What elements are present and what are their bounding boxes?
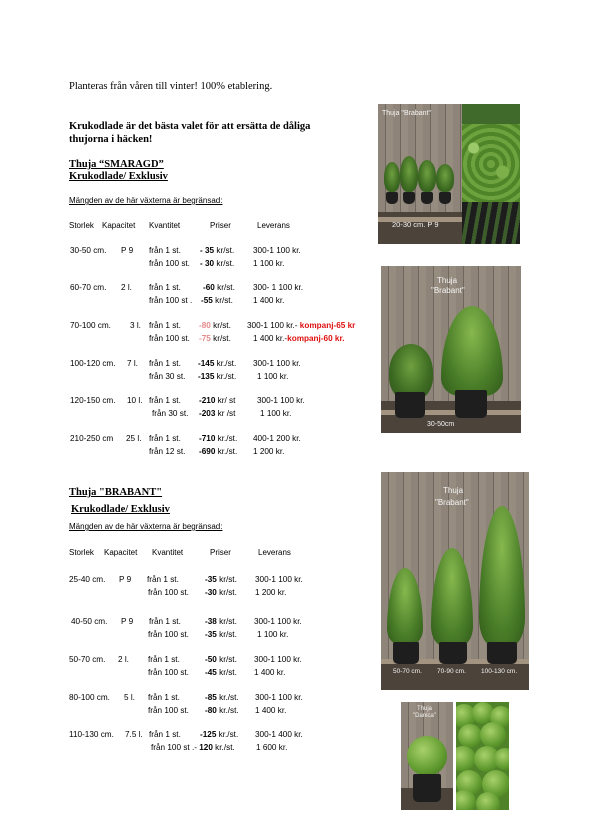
photos-p3-label2: "Brabant"	[435, 498, 469, 507]
decoration	[199, 433, 237, 446]
smaragd-rows-2-x2: kompanj-60 kr.	[287, 333, 345, 343]
smaragd-rows-4-u1: kr/ st	[215, 396, 236, 405]
smaragd-rows-5-cap: 25 l.	[126, 434, 142, 443]
brabant-rows-1-d1: 300-1 100 kr.	[254, 617, 302, 626]
brabant-columns-0: Storlek	[69, 548, 94, 557]
smaragd-rows-2-d2: 1 400 kr.-	[253, 333, 288, 343]
brabant-rows-4-d2: 1 600 kr.	[256, 742, 288, 752]
smaragd-rows-5-u2: kr./st.	[215, 446, 238, 456]
brabant-rows-2-p1: -50	[205, 655, 217, 664]
table-row	[70, 320, 390, 346]
brabant-rows-1-q1: från 1 st.	[149, 617, 181, 626]
smaragd-rows-5-size: 210-250 cm	[70, 434, 114, 443]
decoration	[205, 654, 237, 667]
decoration	[199, 446, 237, 459]
smaragd-rows-3-cap: 7 l.	[127, 359, 138, 368]
brabant-rows-2-q1: från 1 st.	[148, 655, 180, 664]
smaragd-title: Thuja “SMARAGD”	[69, 159, 164, 170]
smaragd-rows-1-u2: kr/st.	[212, 295, 233, 305]
smaragd-rows-1-p2: -55	[201, 295, 213, 305]
decoration	[487, 642, 517, 664]
smaragd-rows-5-d2: 1 200 kr.	[253, 446, 285, 456]
brabant-columns-4: Leverans	[258, 548, 291, 557]
decoration	[205, 629, 237, 642]
brabant-rows-4-p1: -125	[200, 730, 217, 739]
brabant-rows-1-p1: -38	[205, 617, 217, 626]
smaragd-note: Mängden av de här växterna är begränsad:	[69, 196, 223, 205]
brabant-note: Mängden av de här växterna är begränsad:	[69, 522, 223, 531]
brabant-title: Thuja "BRABANT"	[69, 487, 163, 498]
smaragd-rows-5-d1: 400-1 200 kr.	[253, 434, 301, 443]
col-priser: Priser	[210, 221, 231, 230]
brabant-rows-0-u1: kr/st.	[216, 575, 237, 584]
photos-p2-label2: "Brabant"	[431, 286, 465, 295]
decoration	[199, 320, 231, 333]
brabant-rows-3-size: 80-100 cm.	[69, 693, 110, 702]
smaragd-rows-1-q1: från 1 st.	[149, 283, 181, 292]
decoration	[476, 792, 500, 810]
brabant-rows-2-d1: 300-1 100 kr.	[254, 655, 302, 664]
table-row	[70, 245, 390, 271]
table-row	[70, 395, 390, 421]
smaragd-rows-0-p1: - 35	[200, 246, 215, 255]
photos-p1-label: Thuja "Brabant"	[382, 110, 431, 117]
brabant-rows-3-p1: -85	[205, 693, 217, 702]
brabant-rows-4-q2: från 100 st .-	[151, 742, 197, 752]
brabant-rows-3-d1: 300-1 100 kr.	[255, 693, 303, 702]
table-row	[70, 358, 390, 384]
smaragd-rows-1-p1: -60	[203, 283, 215, 292]
decoration	[421, 192, 433, 204]
decoration	[384, 162, 400, 192]
decoration	[494, 748, 509, 770]
smaragd-rows-0-cap: P 9	[121, 246, 134, 255]
brabant-rows-3-q1: från 1 st.	[148, 693, 180, 702]
smaragd-rows-3-d1: 300-1 100 kr.	[253, 359, 301, 368]
photos-p2-size: 30-50cm	[427, 421, 455, 428]
decoration	[205, 692, 239, 705]
decoration	[205, 705, 239, 718]
decoration	[386, 192, 398, 204]
smaragd-rows-3-size: 100-120 cm.	[70, 359, 116, 368]
table-row	[71, 616, 391, 642]
photo-danica-pot	[401, 702, 453, 810]
brabant-rows-0-p1: -35	[205, 575, 217, 584]
photos-p3-s2: 70-90 cm.	[437, 668, 466, 675]
smaragd-rows-0-d2: 1 100 kr.	[253, 258, 285, 268]
brabant-rows-1-u1: kr/st.	[216, 617, 237, 626]
brabant-rows-4-size: 110-130 cm.	[69, 730, 114, 739]
table-row	[70, 433, 390, 459]
brabant-rows-0-d1: 300-1 100 kr.	[255, 575, 303, 584]
col-storlek: Storlek	[69, 221, 94, 230]
brabant-rows-3-u1: kr./st.	[216, 693, 239, 702]
brabant-rows-2-u1: kr/st.	[216, 655, 237, 664]
photos-p3-s3: 100-130 cm.	[481, 668, 518, 675]
brabant-rows-0-p2: -30	[205, 587, 217, 597]
smaragd-rows-4-size: 120-150 cm.	[70, 396, 116, 405]
decoration	[393, 642, 419, 664]
smaragd-rows-2-p1: -80	[199, 321, 211, 330]
smaragd-rows-4-d1: 300-1 100 kr.	[257, 396, 305, 405]
smaragd-rows-0-size: 30-50 cm.	[70, 246, 107, 255]
brabant-rows-1-size: 40-50 cm.	[71, 617, 108, 626]
brabant-rows-1-d2: 1 100 kr.	[257, 629, 289, 639]
brabant-rows-4-u2: kr./st.	[212, 742, 235, 752]
smaragd-rows-0-u1: kr/st.	[214, 246, 235, 255]
smaragd-rows-1-d2: 1 400 kr.	[253, 295, 285, 305]
brabant-rows-3-d2: 1 400 kr.	[255, 705, 287, 715]
col-kvantitet: Kvantitet	[149, 221, 181, 230]
brabant-rows-2-q2: från 100 st.	[148, 667, 189, 677]
decoration	[439, 192, 451, 204]
photos-p2-label1: Thuja	[437, 276, 458, 285]
decoration	[403, 192, 415, 204]
brabant-rows-0-d2: 1 200 kr.	[255, 587, 287, 597]
smaragd-rows-1-size: 60-70 cm.	[70, 283, 107, 292]
decoration	[200, 245, 234, 258]
brabant-columns-1: Kapacitet	[104, 548, 138, 557]
brabant-column-header	[69, 548, 369, 559]
table-row	[69, 654, 389, 680]
smaragd-rows-4-q2: från 30 st.	[152, 408, 189, 418]
smaragd-rows-4-cap: 10 l.	[127, 396, 143, 405]
brabant-rows-2-u2: kr/st.	[216, 667, 237, 677]
decoration	[455, 390, 487, 418]
smaragd-rows-5-u1: kr./st.	[215, 434, 238, 443]
smaragd-rows-4-d2: 1 100 kr.	[260, 408, 292, 418]
decoration	[200, 729, 238, 742]
decoration	[205, 587, 237, 600]
smaragd-rows-0-p2: - 30	[200, 258, 215, 268]
brabant-rows-0-q1: från 1 st.	[147, 575, 179, 584]
col-leverans: Leverans	[257, 221, 290, 230]
smaragd-rows-3-p1: -145	[198, 359, 215, 368]
decoration	[458, 724, 482, 748]
smaragd-rows-1-u1: kr/st.	[214, 283, 235, 292]
decoration	[400, 156, 418, 192]
decoration	[462, 124, 520, 204]
photos-p1-size: 20-30 cm. P 9	[392, 220, 439, 229]
brabant-rows-0-size: 25-40 cm.	[69, 575, 106, 584]
smaragd-rows-1-cap: 2 l.	[121, 283, 132, 292]
photos-p3-label1: Thuja	[443, 486, 464, 495]
brabant-rows-1-q2: från 100 st.	[148, 629, 189, 639]
brabant-rows-1-u2: kr/st.	[216, 629, 237, 639]
brabant-columns-2: Kvantitet	[152, 548, 184, 557]
decoration	[205, 574, 237, 587]
col-kapacitet: Kapacitet	[102, 221, 136, 230]
smaragd-rows-0-u2: kr/st.	[214, 258, 235, 268]
table-row	[69, 692, 389, 718]
smaragd-rows-2-q1: från 1 st.	[149, 321, 181, 330]
smaragd-subtitle: Krukodlade/ Exklusiv	[69, 171, 168, 182]
brabant-rows-2-cap: 2 l.	[118, 655, 129, 664]
decoration	[436, 164, 454, 192]
decoration	[253, 333, 344, 346]
smaragd-rows-2-cap: 3 l.	[130, 321, 141, 330]
brabant-columns-3: Priser	[210, 548, 231, 557]
brabant-rows-1-p2: -35	[205, 629, 217, 639]
smaragd-rows-5-q1: från 1 st.	[149, 434, 181, 443]
photos-p4-label2: "Danica"	[413, 713, 436, 719]
table-row	[69, 574, 389, 600]
brabant-rows-4-p2: 120	[196, 742, 213, 752]
lead-line-2: thujorna i häcken!	[69, 134, 153, 145]
brabant-rows-2-size: 50-70 cm.	[69, 655, 106, 664]
smaragd-rows-2-x1: kompanj-65 kr	[297, 321, 356, 330]
lead-line-1: Krukodlade är det bästa valet för att ersätta de dåliga	[69, 121, 311, 132]
brabant-rows-3-u2: kr./st.	[216, 705, 239, 715]
photo-brabant-30-50	[381, 266, 521, 433]
decoration	[205, 667, 237, 680]
smaragd-rows-3-p2: -135	[198, 371, 215, 381]
brabant-rows-3-p2: -80	[205, 705, 217, 715]
smaragd-rows-0-q1: från 1 st.	[149, 246, 181, 255]
decoration	[407, 736, 447, 776]
smaragd-rows-3-q1: från 1 st.	[149, 359, 181, 368]
brabant-rows-4-cap: 7.5 l.	[125, 730, 143, 739]
brabant-rows-0-u2: kr/st.	[216, 587, 237, 597]
smaragd-rows-4-u2: kr /st	[215, 408, 236, 418]
table-row	[70, 282, 390, 308]
smaragd-rows-3-d2: 1 100 kr.	[257, 371, 289, 381]
photo-brabant-small-pots	[378, 104, 462, 244]
brabant-rows-3-q2: från 100 st.	[148, 705, 189, 715]
smaragd-rows-3-u2: kr./st.	[214, 371, 237, 381]
decoration	[198, 358, 236, 371]
brabant-rows-4-u1: kr./st.	[216, 730, 239, 739]
decoration	[413, 774, 441, 802]
brabant-rows-1-cap: P 9	[121, 617, 134, 626]
decoration	[247, 320, 355, 333]
decoration	[201, 295, 233, 308]
decoration	[395, 392, 425, 418]
decoration	[205, 616, 237, 629]
decoration	[480, 722, 506, 748]
smaragd-rows-0-q2: från 100 st.	[149, 258, 190, 268]
decoration	[462, 202, 520, 244]
smaragd-rows-3-q2: från 30 st.	[149, 371, 186, 381]
smaragd-rows-2-q2: från 100 st.	[149, 333, 190, 343]
smaragd-rows-4-p1: -210	[199, 396, 216, 405]
smaragd-rows-1-d1: 300- 1 100 kr.	[253, 283, 304, 292]
smaragd-column-header	[69, 221, 369, 232]
smaragd-rows-5-p1: -710	[199, 434, 216, 443]
smaragd-rows-4-p2: -203	[199, 408, 216, 418]
smaragd-rows-1-q2: från 100 st .	[149, 295, 193, 305]
decoration	[199, 333, 231, 346]
brabant-rows-2-d2: 1 400 kr.	[254, 667, 286, 677]
decoration	[151, 742, 235, 755]
photos-p3-s1: 50-70 cm.	[393, 668, 422, 675]
decoration	[203, 282, 235, 295]
brabant-subtitle: Krukodlade/ Exklusiv	[71, 504, 170, 515]
photo-brabant-three-sizes	[381, 472, 529, 690]
smaragd-rows-2-d1: 300-1 100 kr.-	[247, 321, 298, 330]
smaragd-rows-5-p2: -690	[199, 446, 216, 456]
brabant-rows-0-q2: från 100 st.	[148, 587, 189, 597]
brabant-rows-0-cap: P 9	[119, 575, 132, 584]
brabant-rows-4-q1: från 1 st.	[149, 730, 181, 739]
decoration	[198, 371, 236, 384]
brabant-rows-4-d1: 300-1 400 kr.	[255, 730, 303, 739]
intro-text: Planteras från våren till vinter! 100% etablering.	[69, 81, 273, 92]
photos-p4-label1: Thuja	[417, 706, 433, 712]
table-row	[69, 729, 389, 755]
photo-nursery-rows	[462, 104, 520, 244]
smaragd-rows-2-u2: kr/st.	[210, 333, 231, 343]
brabant-rows-2-p2: -45	[205, 667, 217, 677]
photo-danica-field	[456, 702, 509, 810]
smaragd-rows-2-p2: -75	[199, 333, 211, 343]
decoration	[439, 642, 467, 664]
brabant-rows-3-cap: 5 l.	[124, 693, 135, 702]
decoration	[200, 258, 234, 271]
smaragd-rows-0-d1: 300-1 100 kr.	[253, 246, 301, 255]
smaragd-rows-3-u1: kr./st.	[214, 359, 237, 368]
smaragd-rows-2-size: 70-100 cm.	[70, 321, 111, 330]
decoration	[199, 395, 235, 408]
decoration	[199, 408, 235, 421]
smaragd-rows-4-q1: från 1 st.	[149, 396, 181, 405]
decoration	[456, 746, 476, 772]
decoration	[418, 160, 436, 192]
smaragd-rows-5-q2: från 12 st.	[149, 446, 186, 456]
smaragd-rows-2-u1: kr/st.	[210, 321, 231, 330]
